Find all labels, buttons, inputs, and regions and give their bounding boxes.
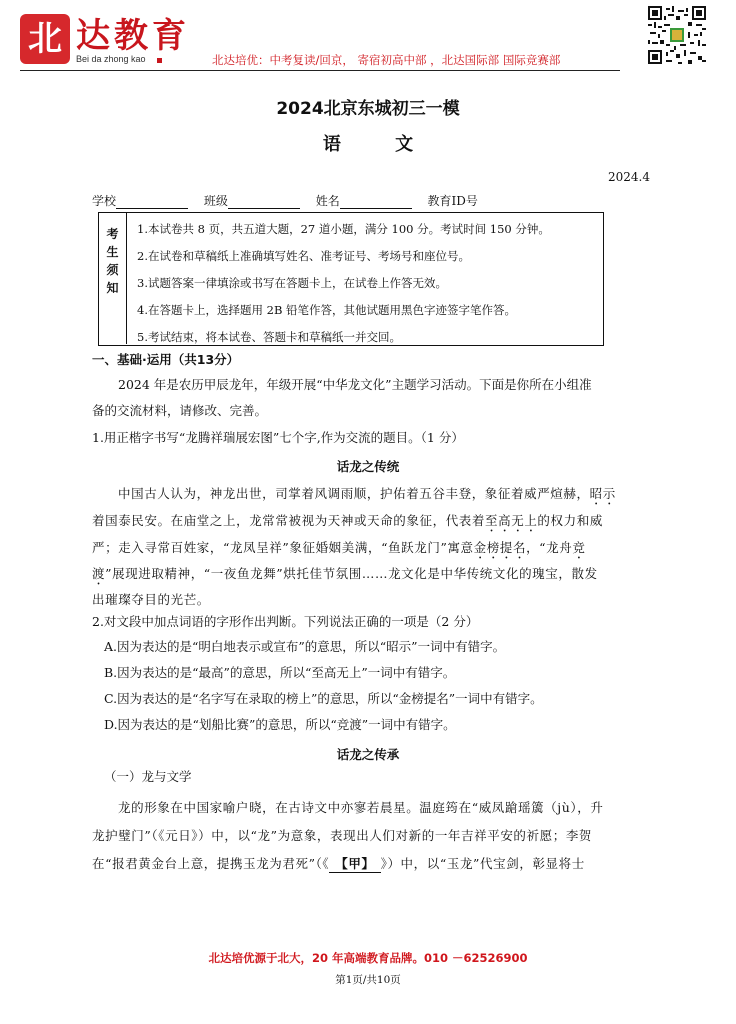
notice-item: 3.试题答案一律填涂或书写在答题卡上，在试卷上作答无效。 [137,276,447,290]
marked-word: 渡 [92,566,106,581]
question-2-stem: 2.对文段中加点词语的字形作出判断。下列说法正确的一项是（2 分） [92,614,479,629]
passage-line: 中国古人认为，神龙出世，司掌着风调雨顺，护佑着五谷丰登，象征着威严煊赫，昭示 [118,486,616,501]
question-1: 1.用正楷字书写“龙腾祥瑞展宏图”七个字,作为交流的题目。（1 分） [92,430,464,445]
header-slogan: 北达培优：中考复读/回京， 寄宿初高中部 ，北达国际部 国际竞赛部 [212,53,561,67]
notice-item: 5.考试结束，将本试卷、答题卡和草稿纸一并交回。 [137,330,401,344]
exam-title: 2024北京东城初三一模 [276,99,460,119]
passage-line: 严；走入寻常百姓家，“龙凤呈祥”象征婚姻美满，“鱼跃龙门”寓意金榜提名，“龙舟竞 [92,540,586,555]
footer-slogan: 北达培优源于北大，20 年高端教育品牌。010 －62526900 [208,951,528,965]
notice-list [137,219,550,354]
name-field[interactable] [340,196,412,209]
logo-dot [157,58,162,63]
exam-notice-box [98,212,604,346]
section-heading: 一、基础·运用（共13分） [92,352,240,367]
intro-line-2: 备的交流材料，请修改、完善。 [92,403,268,418]
class-field[interactable] [228,196,300,209]
school-field[interactable] [116,196,188,209]
exam-date: 2024.4 [608,170,650,184]
notice-label: 考 生 须 知 [99,213,127,344]
passage-line: 渡”展现进取精神，“一夜鱼龙舞”烘托佳节氛围……龙文化是中华传统文化的瑰宝，散发 [92,566,598,581]
option-b: B.因为表达的是“最高”的意思，所以“至高无上”一词中有错字。 [104,665,456,680]
passage-heading-tradition: 话龙之传统 [336,459,400,474]
answer-blank-jia[interactable]: 【甲】 [329,854,380,873]
option-a: A.因为表达的是“明白地表示或宣布”的意思，所以“昭示”一词中有错字。 [104,639,506,654]
field-label-name: 姓名 [315,194,340,208]
option-c: C.因为表达的是“名字写在录取的榜上”的意思，所以“金榜提名”一词中有错字。 [104,691,543,706]
passage-line: 着国泰民安。在庙堂之上，龙常常被视为天神或天命的象征，代表着至高无上的权力和威 [92,513,603,528]
field-label-class: 班级 [203,194,228,208]
marked-word: 竞 [572,540,586,555]
field-label-id: 教育ID号 [427,194,478,208]
marked-word: 至高无上 [485,513,538,528]
logo-mark: 北 [20,14,70,64]
subsection-title: （一）龙与文学 [104,769,192,784]
passage-line: 在“报君黄金台上意，提携玉龙为君死”（《 【甲】 》）中，以“玉龙”代宝剑，彰显将士 [92,856,585,871]
page-number: 第1页/共10页 [335,974,401,986]
logo-subtitle: Bei da zhong kao [76,54,146,64]
logo-text: 达教育 [76,16,190,56]
notice-item: 1.本试卷共 8 页，共五道大题，27 道小题，满分 100 分。考试时间 150 分钟。 [137,222,550,236]
qr-code-icon [648,6,706,64]
logo [20,14,206,66]
header-divider [20,70,620,71]
marked-word: 昭示 [589,486,616,501]
passage-heading-inheritance: 话龙之传承 [336,747,400,762]
intro-line-1: 2024 年是农历甲辰龙年，年级开展“中华龙文化”主题学习活动。下面是你所在小组准 [118,377,592,392]
field-label-school: 学校 [92,194,117,208]
passage-line: 龙的形象在中国家喻户晓，在古诗文中亦寥若晨星。温庭筠在“威凤蹌瑶簴（jù），升 [118,800,604,815]
notice-item: 4.在答题卡上，选择题用 2B 铅笔作答，其他试题用黑色字迹签字笔作答。 [137,303,517,317]
student-info-fields [92,192,478,209]
notice-item: 2.在试卷和草稿纸上准确填写姓名、准考证号、考场号和座位号。 [137,249,470,263]
passage-line: 龙护璧门”（《元日》）中，以“龙”为意象，表现出人们对新的一年吉祥平安的祈愿；李贺 [92,828,593,843]
exam-subject: 语 文 [322,134,438,155]
marked-word: 金榜提名 [473,540,527,555]
passage-line: 出璀璨夺目的光芒。 [92,592,210,607]
option-d: D.因为表达的是“划船比赛”的意思，所以“竞渡”一词中有错字。 [104,717,456,732]
